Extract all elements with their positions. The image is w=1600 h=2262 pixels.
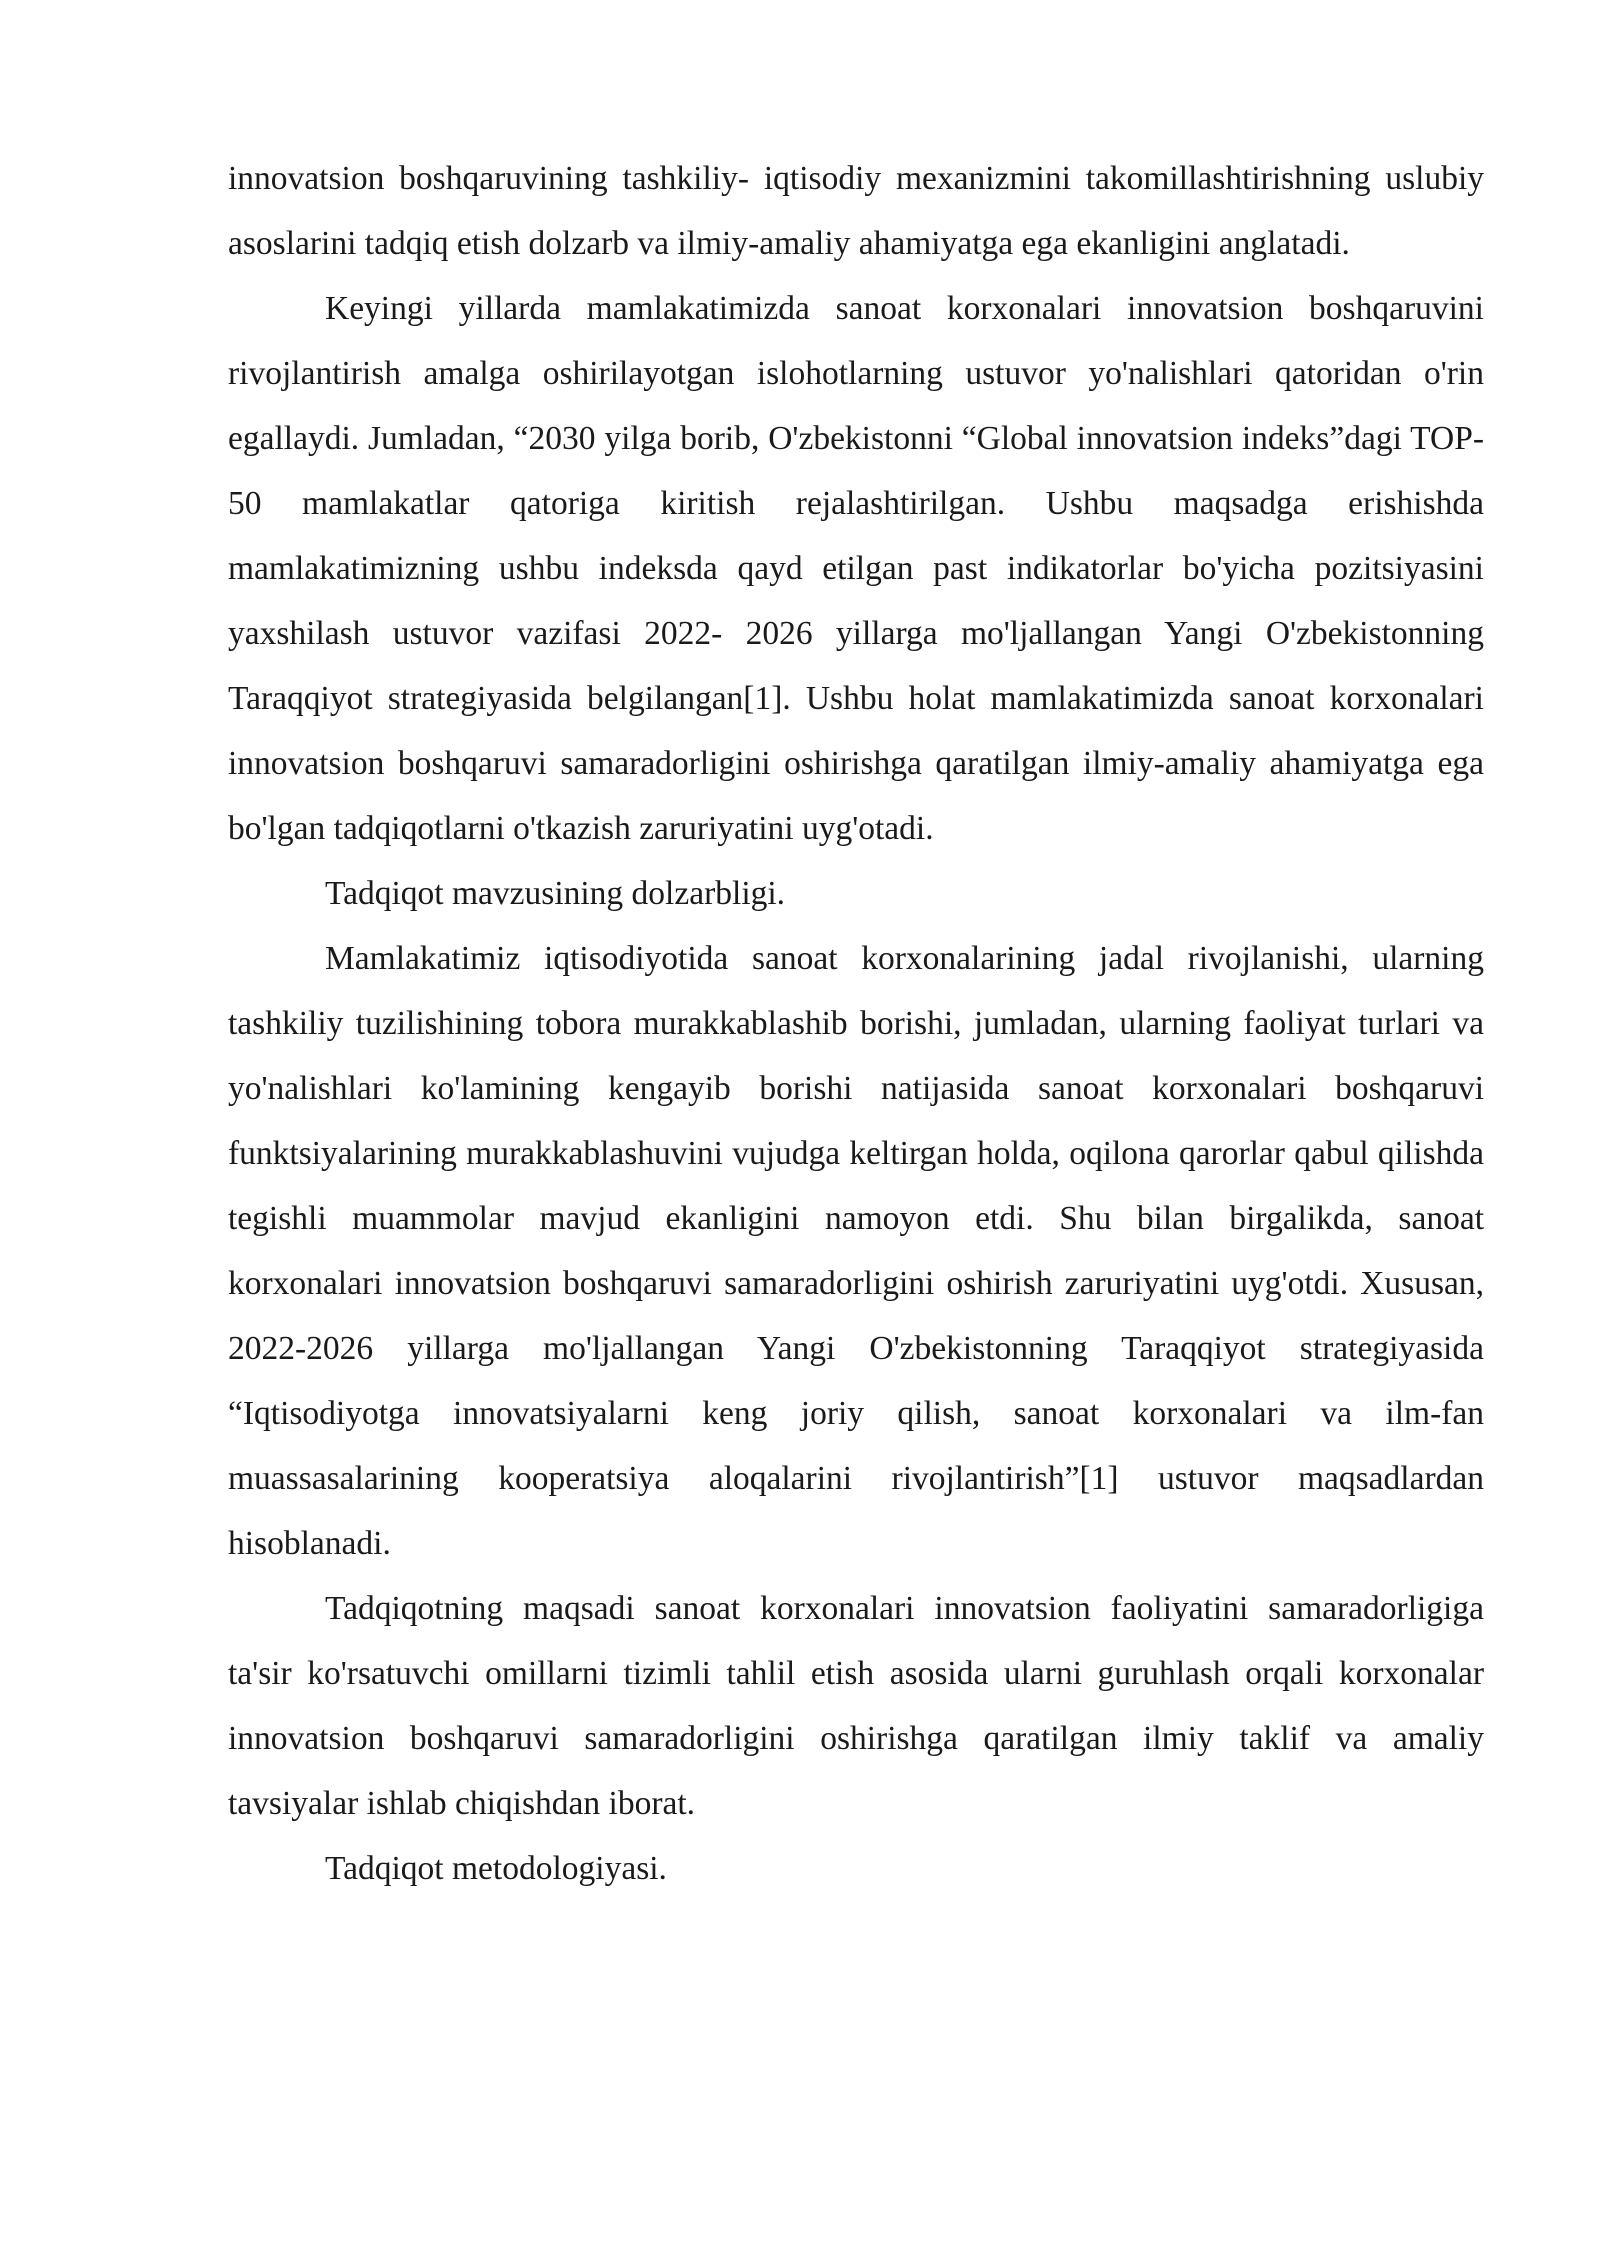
document-page xyxy=(228,146,1484,1901)
heading-relevance: Tadqiqot mavzusining dolzarbligi. xyxy=(325,875,786,912)
paragraph-intro-continuation: innovatsion boshqaruvining tashkiliy- iqtisodiy mexanizmini takomillashtirishning uslubiy asoslarini tadqiq etish dolzarb va ilmiy-amaliy ahamiyatga ega ekanligini anglatadi. xyxy=(228,160,1484,262)
paragraph-relevance: Mamlakatimiz iqtisodiyotida sanoat korxonalarining jadal rivojlanishi, ularning tashkiliy tuzilishining tobora murakkablashib borishi, jumladan, ularning faoliyat turlari va yo'nalishlari ko'lamining kengayib borishi natijasida sanoat korxonalari boshqaruvi funktsiyalarining murakkablashuvini vujudga keltirgan holda, oqilona qarorlar qabul qilishda tegishli muammolar mavjud ekanligini namoyon etdi. Shu bilan birgalikda, sanoat korxonalari innovatsion boshqaruvi samaradorligini oshirish zaruriyatini uyg'otdi. Xususan, 2022-2026 yillarga mo'ljallangan Yangi O'zbekistonning Taraqqiyot strategiyasida “Iqtisodiyotga innovatsiyalarni keng joriy qilish, sanoat korxonalari va ilm-fan muassasalarining kooperatsiya aloqalarini rivojlantirish”[1] ustuvor maqsadlardan hisoblanadi. xyxy=(228,940,1484,1562)
heading-methodology: Tadqiqot metodologiyasi. xyxy=(325,1850,667,1887)
paragraph-reforms: Keyingi yillarda mamlakatimizda sanoat korxonalari innovatsion boshqaruvini rivojlantirish amalga oshirilayotgan islohotlarning ustuvor yo'nalishlari qatoridan o'rin egallaydi. Jumladan, “2030 yilga borib, O'zbekistonni “Global innovatsion indeks”dagi TOP-50 mamlakatlar qatoriga kiritish rejalashtirilgan. Ushbu maqsadga erishishda mamlakatimizning ushbu indeksda qayd etilgan past indikatorlar bo'yicha pozitsiyasini yaxshilash ustuvor vazifasi 2022- 2026 yillarga mo'ljallangan Yangi O'zbekistonning Taraqqiyot strategiyasida belgilangan[1]. Ushbu holat mamlakatimizda sanoat korxonalari innovatsion boshqaruvi samaradorligini oshirishga qaratilgan ilmiy-amaliy ahamiyatga ega bo'lgan tadqiqotlarni o'tkazish zaruriyatini uyg'otadi. xyxy=(228,290,1484,847)
paragraph-research-goal: Tadqiqotning maqsadi sanoat korxonalari innovatsion faoliyatini samaradorligiga ta'sir ko'rsatuvchi omillarni tizimli tahlil etish asosida ularni guruhlash orqali korxonalar innovatsion boshqaruvi samaradorligini oshirishga qaratilgan ilmiy taklif va amaliy tavsiyalar ishlab chiqishdan iborat. xyxy=(228,1590,1484,1822)
